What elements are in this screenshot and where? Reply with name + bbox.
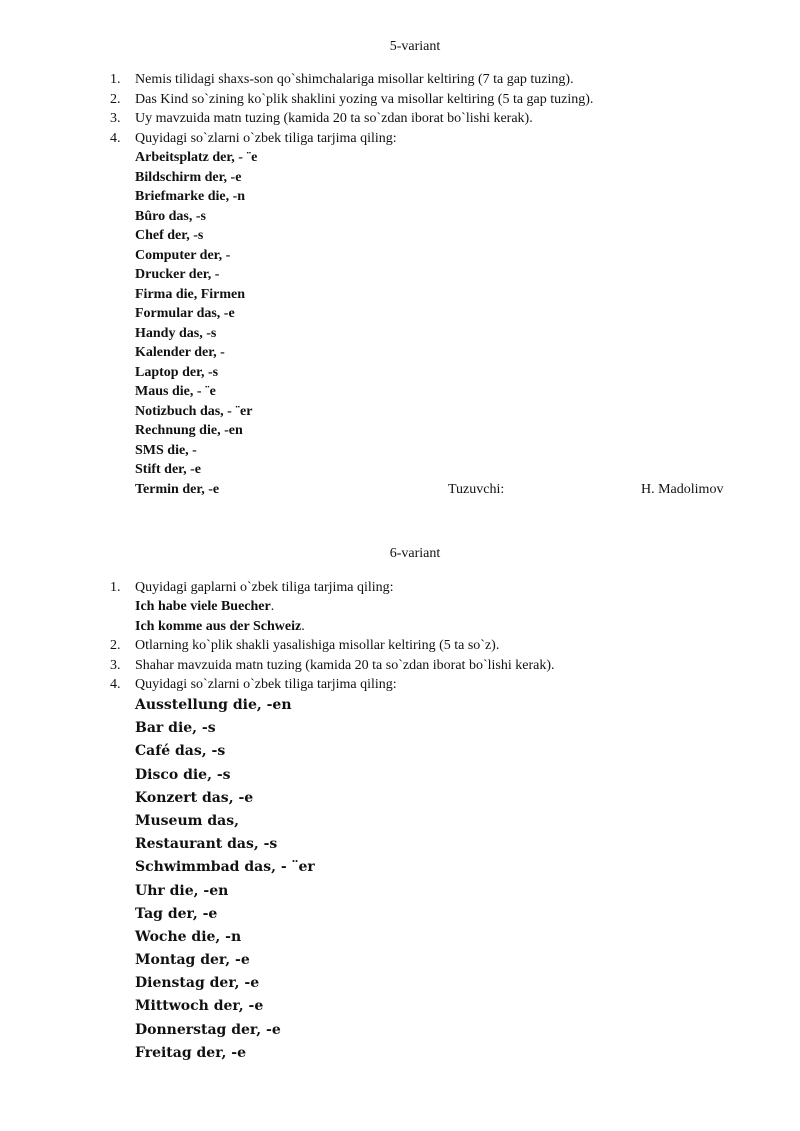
item-text: Nemis tilidagi shaxs-son qo`shimchalariga misollar keltiring (7 ta gap tuzing). [135,72,574,87]
item-text: Shahar mavzuida matn tuzing (kamida 20 ta so`zdan iborat bo`lishi kerak). [135,658,555,673]
item-number: 3. [110,658,121,673]
vocab-word: Ausstellung die, -en [135,697,292,713]
variant-6-title: 6-variant [389,546,441,561]
vocab-word: Maus die, - ¨e [135,384,216,399]
variant-6-word-list [135,694,315,1065]
vocab-word: Formular das, -e [135,306,235,321]
vocab-word: Arbeitsplatz der, - ¨e [135,150,258,165]
vocab-word: Museum das, [135,812,239,829]
vocab-word: Stift der, -e [135,462,201,477]
vocab-word: Uhr die, -en [135,882,229,899]
vocab-word: Notizbuch das, - ¨er [135,403,253,419]
vocab-word: Briefmarke die, -n [135,189,246,204]
item-number: 3. [110,111,121,126]
item-number: 1. [110,580,121,595]
vocab-word: Schwimmbad das, - ¨er [135,859,315,876]
vocab-word: Bar die, -s [135,720,216,737]
variant-5-word-list [135,148,257,499]
vocab-word: Laptop der, -s [135,364,219,380]
vocab-word: Konzert das, -e [135,789,254,806]
vocab-word: Bûro das, -s [135,208,206,224]
item-text: Uy mavzuida matn tuzing (kamida 20 ta so`zdan iborat bo`lishi kerak). [135,111,533,126]
vocab-word: Donnerstag der, -e [135,1021,281,1038]
item-number: 2. [110,92,121,107]
compiler-name: H. Madolimov [641,482,724,497]
item-text: Quyidagi gaplarni o`zbek tiliga tarjima qiling: [135,580,394,595]
item-text: Quyidagi so`zlarni o`zbek tiliga tarjima qiling: [135,131,397,146]
vocab-word: SMS die, - [135,442,197,458]
vocab-word: Bildschirm der, -e [135,169,242,185]
vocab-word: Computer der, - [135,247,231,263]
vocab-word: Kalender der, - [135,345,225,360]
item-number: 2. [110,638,121,653]
sentence-period: . [270,599,275,614]
vocab-word: Drucker der, - [135,267,220,282]
item-number: 4. [110,131,121,146]
vocab-word: Restaurant das, -s [135,836,278,853]
vocab-word: Rechnung die, -en [135,423,243,438]
item-text: Otlarning ko`plik shakli yasalishiga misollar keltiring (5 ta so`z). [135,638,500,653]
item-text: Das Kind so`zining ko`plik shaklini yozing va misollar keltiring (5 ta gap tuzing). [135,92,594,107]
vocab-word: Disco die, -s [135,766,231,783]
item-number: 4. [110,677,121,692]
vocab-word: Mittwoch der, -e [135,998,264,1015]
vocab-word: Montag der, -e [135,952,250,969]
vocab-word: Dienstag der, -e [135,975,260,992]
vocab-word: Firma die, Firmen [135,286,246,302]
vocab-word: Handy das, -s [135,325,217,341]
item-text: Quyidagi so`zlarni o`zbek tiliga tarjima qiling: [135,677,397,692]
vocab-word: Woche die, -n [135,928,242,945]
vocab-word: Café das, -s [135,743,226,760]
sentence-period: . [301,619,305,634]
vocab-word: Termin der, -e [135,481,220,497]
compiler-label: Tuzuvchi: [448,482,505,497]
vocab-word: Freitag der, -e [135,1044,247,1061]
german-sentence: Ich habe viele Buecher [135,599,271,614]
vocab-word: Chef der, -s [135,228,204,243]
german-sentence: Ich komme aus der Schweiz [135,619,302,634]
item-number: 1. [110,72,121,87]
variant-5-title: 5-variant [389,39,441,54]
vocab-word: Tag der, -e [135,905,218,922]
